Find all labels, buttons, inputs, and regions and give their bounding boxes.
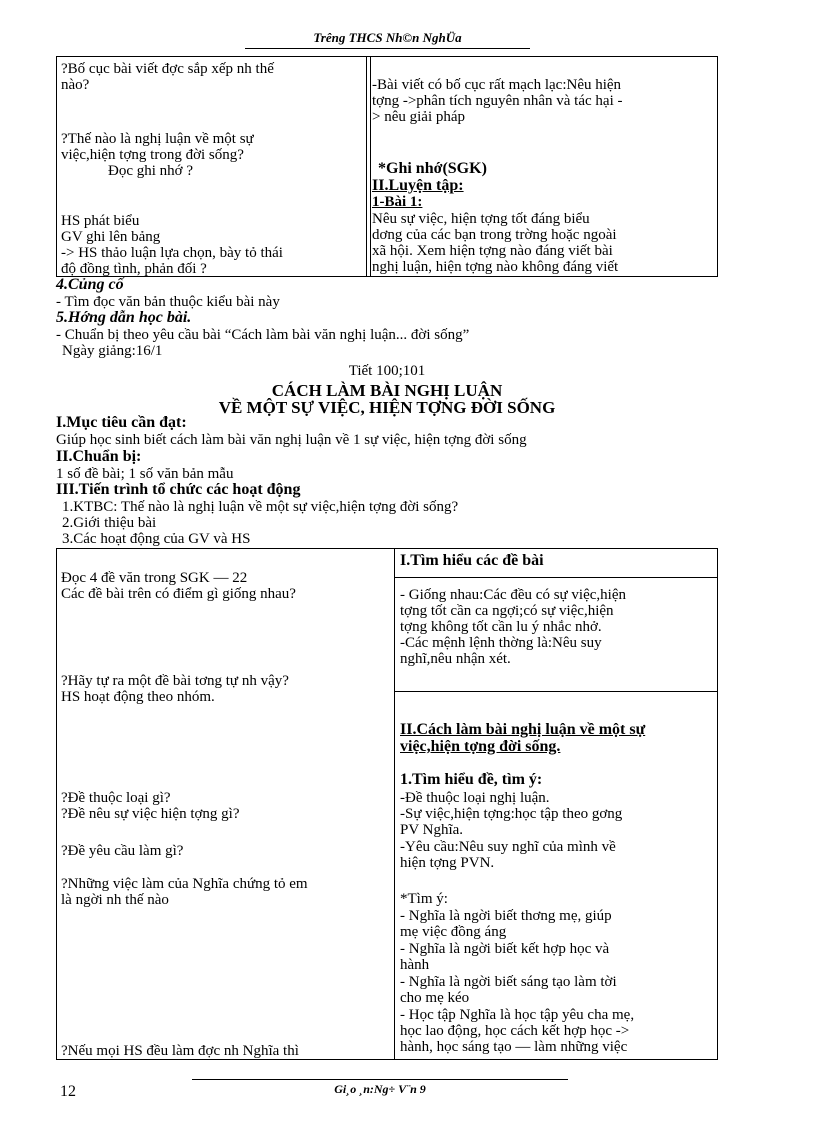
activity-text: Đọc 4 đề văn trong SGK — 22 [61,570,248,586]
answer-text: tợng tốt cần ca ngợi;có sự việc,hiện [400,603,614,619]
answer-text: -Các mệnh lệnh thờng là:Nêu suy [400,635,602,651]
chuan-bi-heading: II.Chuẩn bị: [56,448,142,465]
question-text: ?Đề yêu cầu làm gì? [61,843,184,859]
answer-text: xã hội. Xem hiện tợng nào đáng viết bài [372,243,613,259]
answer-text: hành, học sáng tạo — làm những việc [400,1039,628,1055]
huong-dan-heading: 5.Hớng dẫn học bài. [56,309,192,326]
subsection-heading: 1.Tìm hiểu đề, tìm ý: [400,771,543,788]
cung-co-heading: 4.Củng cố [56,276,124,293]
huong-dan-text: - Chuẩn bị theo yêu cầu bài “Cách làm bài văn nghị luận... đời sống” [56,327,470,343]
answer-text: Nêu sự việc, hiện tợng tốt đáng biểu [372,211,590,227]
activity-text: Các đề bài trên có điểm gì giống nhau? [61,586,296,602]
gioi-thieu-text: 2.Giới thiệu bài [62,515,157,531]
answer-text: -Đề thuộc loại nghị luận. [400,790,550,806]
hoat-dong-text: 3.Các hoạt động của GV và HS [62,531,251,547]
answer-text: -Sự việc,hiện tợng:học tập theo gơng [400,806,623,822]
table-divider [394,549,395,1059]
page-number: 12 [60,1083,76,1100]
answer-text: hành [400,957,430,973]
bai-1-heading: 1-Bài 1: [372,194,423,210]
answer-text: - Nghĩa là ngời biết kết hợp học và [400,941,610,957]
top-table [56,56,718,277]
answer-text: dơng của các bạn trong trờng hoặc ngoài [372,227,617,243]
cung-co-text: - Tìm đọc văn bản thuộc kiểu bài này [56,294,280,310]
table-row-line [394,577,717,578]
tiet-number: Tiết 100;101 [348,363,426,379]
ktbc-text: 1.KTBC: Thế nào là nghị luận về một sự việc,hiện tợng đời sống? [62,499,459,515]
answer-text: nghị luận, hiện tợng nào không đáng viết [372,259,619,275]
section-heading: việc,hiện tợng đời sống. [400,738,561,755]
answer-text: - Nghĩa là ngời biết thơng mẹ, giúp [400,908,612,924]
section-heading: I.Tìm hiểu các đề bài [400,552,544,569]
activity-text: HS hoạt động theo nhóm. [61,689,215,705]
main-table [56,548,718,1060]
activity-text: GV ghi lên bảng [61,229,161,245]
question-text: nào? [61,77,90,93]
question-text: ?Nếu mọi HS đều làm đợc nh Nghĩa thì [61,1043,299,1059]
answer-text: -Yêu cầu:Nêu suy nghĩ của mình về [400,839,616,855]
answer-text: tợng không tốt cần lu ý nhắc nhở. [400,619,602,635]
tien-trinh-heading: III.Tiến trình tổ chức các hoạt động [56,481,301,498]
answer-text: - Giống nhau:Các đều có sự việc,hiện [400,587,626,603]
activity-text: ?Hãy tự ra một đề bài tơng tự nh vậy? [61,673,289,689]
answer-text: - Học tập Nghĩa là học tập yêu cha mẹ, [400,1007,635,1023]
answer-text: cho mẹ kéo [400,990,470,1006]
footer-divider [192,1079,568,1080]
answer-text: mẹ việc đồng áng [400,924,507,940]
question-text: ?Bố cục bài viết đợc sắp xếp nh thế [61,61,274,77]
question-text: ?Đề thuộc loại gì? [61,790,171,806]
question-text: việc,hiện tợng trong đời sống? [61,147,244,163]
activity-text: HS phát biểu [61,213,140,229]
answer-text: PV Nghĩa. [400,822,464,838]
luyen-tap-heading: II.Luyện tập: [372,177,464,194]
muc-tieu-heading: I.Mục tiêu cần đạt: [56,414,187,431]
table-divider [366,57,367,276]
answer-text: học lao động, học cách kết hợp học -> [400,1023,630,1039]
answer-text: -Bài viết có bố cục rất mạch lạc:Nêu hiện [372,77,622,93]
question-text: ?Đề nêu sự việc hiện tợng gì? [61,806,240,822]
section-heading: II.Cách làm bài nghị luận về một sự [400,721,646,738]
page-footer: Gi¸o ¸n:Ng÷ V¨n 9 [334,1082,426,1096]
activity-text: độ đồng tình, phản đối ? [61,261,207,277]
question-text: ?Thế nào là nghị luận về một sự [61,131,254,147]
answer-text: *Tìm ý: [400,891,448,907]
muc-tieu-text: Giúp học sinh biết cách làm bài văn nghị luận về 1 sự việc, hiện tợng đời sống [56,432,527,448]
chuan-bi-text: 1 số đề bài; 1 số văn bản mẫu [56,466,234,482]
answer-text: tợng ->phân tích nguyên nhân và tác hại - [372,93,623,109]
page-header: Trêng THCS Nh©n NghÜa [245,30,530,49]
table-row-line [394,691,717,692]
answer-text: - Nghĩa là ngời biết sáng tạo làm tời [400,974,617,990]
question-text: là ngời nh thế nào [61,892,169,908]
answer-text: hiện tợng PVN. [400,855,495,871]
question-text: ?Những việc làm của Nghĩa chứng tỏ em [61,876,308,892]
lesson-title: CÁCH LÀM BÀI NGHỊ LUẬN [271,381,503,400]
activity-text: -> HS thảo luận lựa chọn, bày tỏ thái [61,245,283,261]
lesson-title: VỀ MỘT SỰ VIỆC, HIỆN TỢNG ĐỜI SỐNG [218,398,556,417]
table-divider [370,57,371,276]
ngay-giang: Ngày giảng:16/1 [62,343,163,359]
question-text: Đọc ghi nhớ ? [108,163,193,179]
answer-text: nghĩ,nêu nhận xét. [400,651,511,667]
ghi-nho-heading: *Ghi nhớ(SGK) [378,160,487,177]
answer-text: > nêu giải pháp [372,109,466,125]
